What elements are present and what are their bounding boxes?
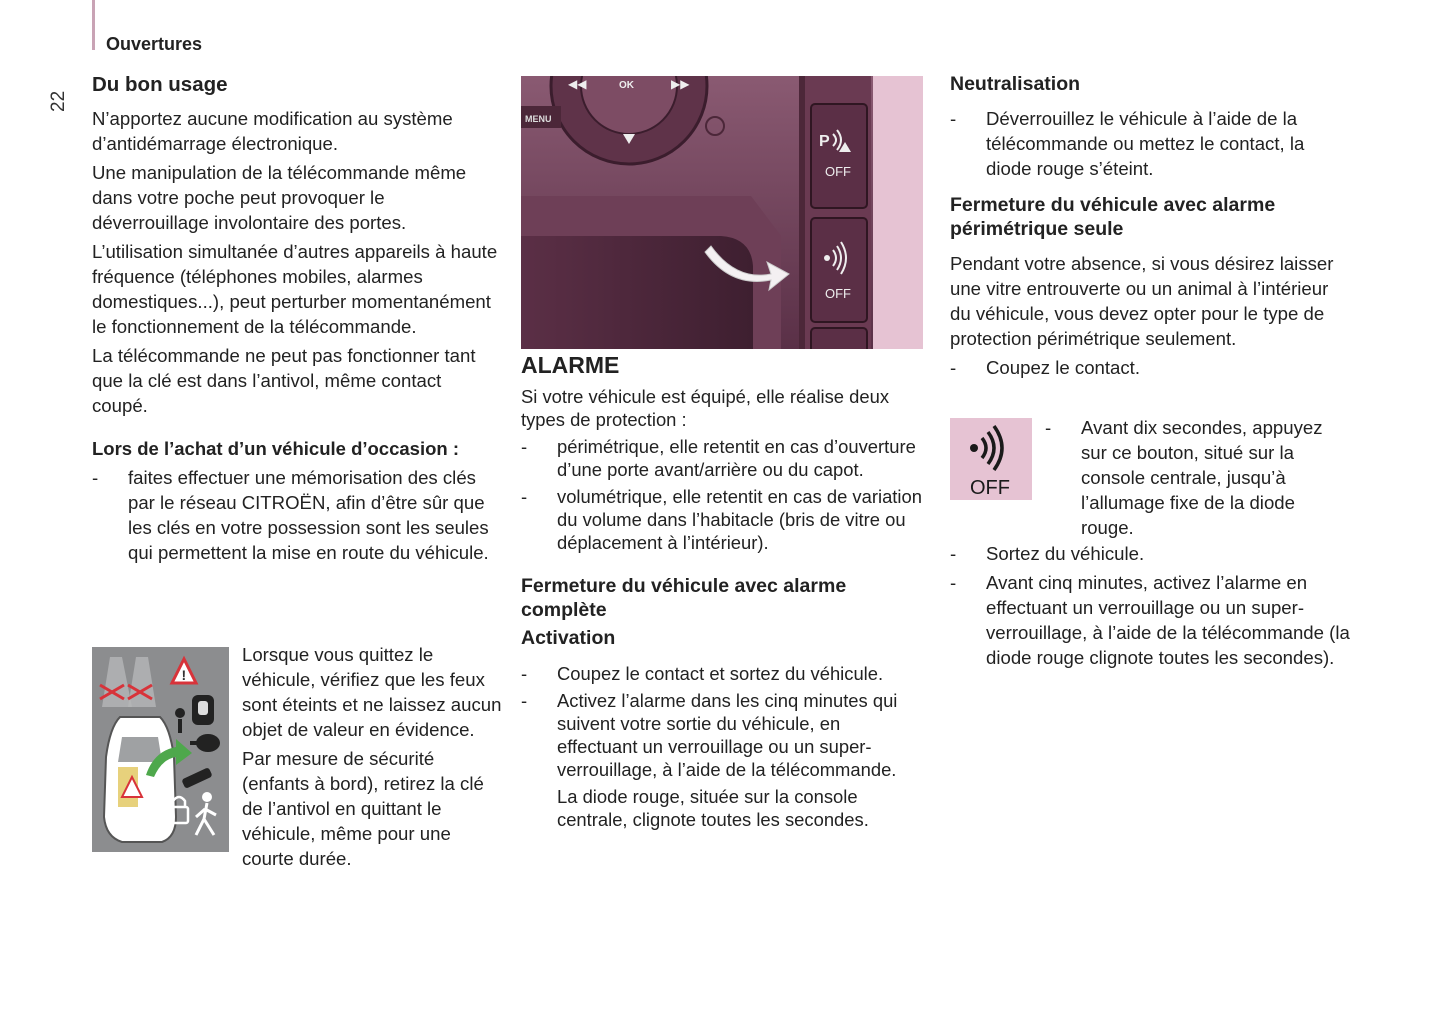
alarm-signal-icon [824, 255, 830, 261]
key-card-icon [181, 767, 212, 789]
paragraph: Pendant votre absence, si vous désirez laisser une vitre entrouverte ou un animal à l’intérieur du véhicule, vous devez opter pour le type de protection périmétrique seulement. [950, 253, 1334, 349]
pedestrian-icon [202, 792, 212, 802]
occasion-list [92, 465, 502, 565]
list-item: - Avant cinq minutes, activez l’alarme en effectuant un verrouillage ou un super-verrouillage, à l’aide de la télécommande (la diode rouge clignote toutes les secondes). [950, 572, 1350, 668]
title-fermeture-perimetrique: Fermeture du véhicule avec alarme périmétrique seule [950, 194, 1276, 240]
neutralisation-list [950, 106, 1350, 181]
paragraph: L’utilisation simultanée d’autres appareils à haute fréquence (téléphones mobiles, alarmes domestiques...), peut perturber momentanément le fonctionnement de la télécommande. [92, 241, 498, 337]
title-fermeture-complete: Fermeture du véhicule avec alarme complète [521, 575, 847, 621]
step-list [950, 541, 1350, 670]
svg-text:!: ! [181, 667, 187, 683]
section-label: Ouvertures [106, 34, 203, 54]
ok-label: OK [619, 80, 634, 91]
park-assist-off-button [811, 104, 867, 208]
list-item: - Coupez le contact. [950, 357, 1141, 378]
alarm-off-button [811, 218, 867, 322]
protection-list [521, 435, 923, 554]
headlight-beam-icon [102, 657, 132, 707]
svg-text:P: P [819, 133, 830, 150]
list-item: - volumétrique, elle retentit en cas de variation du volume dans l’habitacle (bris de vitre ou déplacement à l’intérieur). [521, 486, 922, 553]
activation-list [521, 662, 923, 781]
list-item: - Déverrouillez le véhicule à l’aide de la télécommande ou mettez le contact, la diode rouge s’éteint. [950, 108, 1305, 179]
column-2 [521, 354, 923, 835]
off-label: OFF [825, 164, 851, 179]
step3-block [950, 541, 1350, 674]
title-neutralisation: Neutralisation [950, 73, 1081, 95]
list-item: - Sortez du véhicule. [950, 543, 1145, 564]
page-number: 22 [48, 90, 69, 112]
paragraph: Si votre véhicule est équipé, elle réalise deux types de protection : [521, 386, 890, 430]
list-item: - périmétrique, elle retentit en cas d’ouverture d’une porte avant/arrière ou du capot. [521, 436, 916, 480]
svg-text:▶▶: ▶▶ [671, 77, 690, 91]
column-1 [92, 72, 502, 569]
list-item: - Avant dix secondes, appuyez sur ce bouton, situé sur la console centrale, jusqu’à l’allumage fixe de la diode rouge. [1045, 417, 1323, 538]
paragraph: Lorsque vous quittez le véhicule, vérifiez que les feux sont éteints et ne laissez aucun objet de valeur en évidence. [242, 644, 502, 740]
svg-text:◀◀: ◀◀ [568, 77, 587, 91]
title-activation: Activation [521, 627, 616, 649]
title-alarme: ALARME [521, 352, 620, 378]
off-icon-label: OFF [970, 477, 1010, 499]
vehicle-safety-illustration [92, 647, 229, 852]
paragraph: Par mesure de sécurité (enfants à bord), retirez la clé de l’antivol en quittant le véhicule, même pour une courte durée. [242, 748, 484, 869]
paragraph: La télécommande ne peut pas fonctionner tant que la clé est dans l’antivol, même contact coupé. [92, 345, 476, 416]
header-accent-bar [92, 0, 95, 50]
step-list [1045, 415, 1350, 540]
step-list [950, 355, 1350, 380]
vehicle-note [242, 642, 504, 875]
list-item: - Coupez le contact et sortez du véhicule. [521, 663, 884, 684]
list-item: - Activez l’alarme dans les cinq minutes qui suivent votre sortie du véhicule, en effectuant un verrouillage ou un super-verrouillage, à l’aide de la télécommande. [521, 690, 898, 780]
paragraph: N’apportez aucune modification au système d’antidémarrage électronique. [92, 108, 453, 154]
list-item: - faites effectuer une mémorisation des clés par le réseau CITROËN, afin d’être sûr que les clés en votre possession sont les seules qui permettent la mise en route du véhicule. [92, 467, 489, 563]
paragraph: Une manipulation de la télécommande même dans votre poche peut provoquer le déverrouillage involontaire des portes. [92, 162, 467, 233]
step2-block [1045, 415, 1350, 544]
diode-note: La diode rouge, située sur la console centrale, clignote toutes les secondes. [557, 786, 869, 830]
title-occasion: Lors de l’achat d’un véhicule d’occasion : [92, 438, 460, 459]
title-du-bon-usage: Du bon usage [92, 73, 228, 96]
alarm-off-button-icon [950, 418, 1032, 500]
menu-label: MENU [525, 114, 552, 124]
alarm-signal-icon [970, 444, 978, 452]
column-3 [950, 72, 1350, 384]
console-photo [521, 76, 923, 349]
off-label: OFF [825, 286, 851, 301]
car-icon [104, 717, 176, 842]
